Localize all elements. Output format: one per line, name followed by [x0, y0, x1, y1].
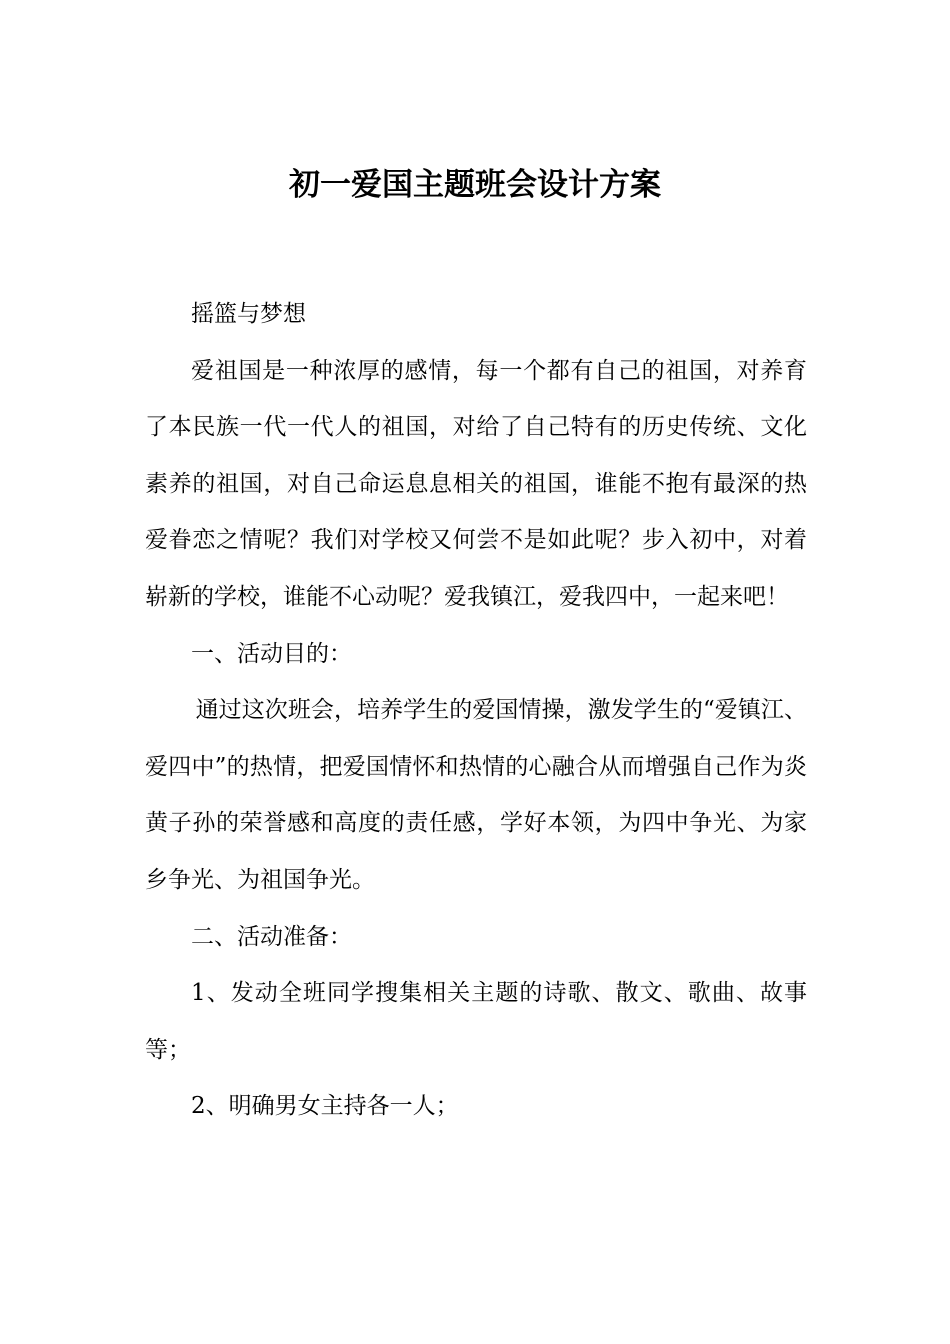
intro-paragraph: 爱祖国是一种浓厚的感情，每一个都有自己的祖国，对养育了本民族一代一代人的祖国，对给了自己特有的历史传统、文化素养的祖国，对自己命运息息相关的祖国，谁能不抱有最深的热爱眷恋之情呢？我们对学校又何尝不是如此呢？步入初中，对着崭新的学校，谁能不心动呢？爱我镇江，爱我四中，一起来吧！: [145, 357, 807, 610]
section-heading-cradle-and-dream: 摇篮与梦想: [191, 301, 306, 327]
document-title: 初一爱国主题班会设计方案: [289, 167, 661, 203]
preparation-item-1: 1、发动全班同学搜集相关主题的诗歌、散文、歌曲、故事等；: [145, 980, 807, 1063]
section-heading-activity-preparation: 二、活动准备：: [191, 923, 352, 950]
preparation-item-2: 2、明确男女主持各一人；: [191, 1093, 459, 1120]
document-body: [145, 286, 807, 1135]
activity-purpose-paragraph: 通过这次班会，培养学生的爱国情操，激发学生的“爱镇江、爱四中”的热情，把爱国情怀和热情的心融合从而增强自己作为炎黄子孙的荣誉感和高度的责任感，学好本领，为四中争光、为家乡争光、为祖国争光。: [145, 697, 807, 893]
section-heading-activity-purpose: 一、活动目的：: [191, 640, 352, 667]
